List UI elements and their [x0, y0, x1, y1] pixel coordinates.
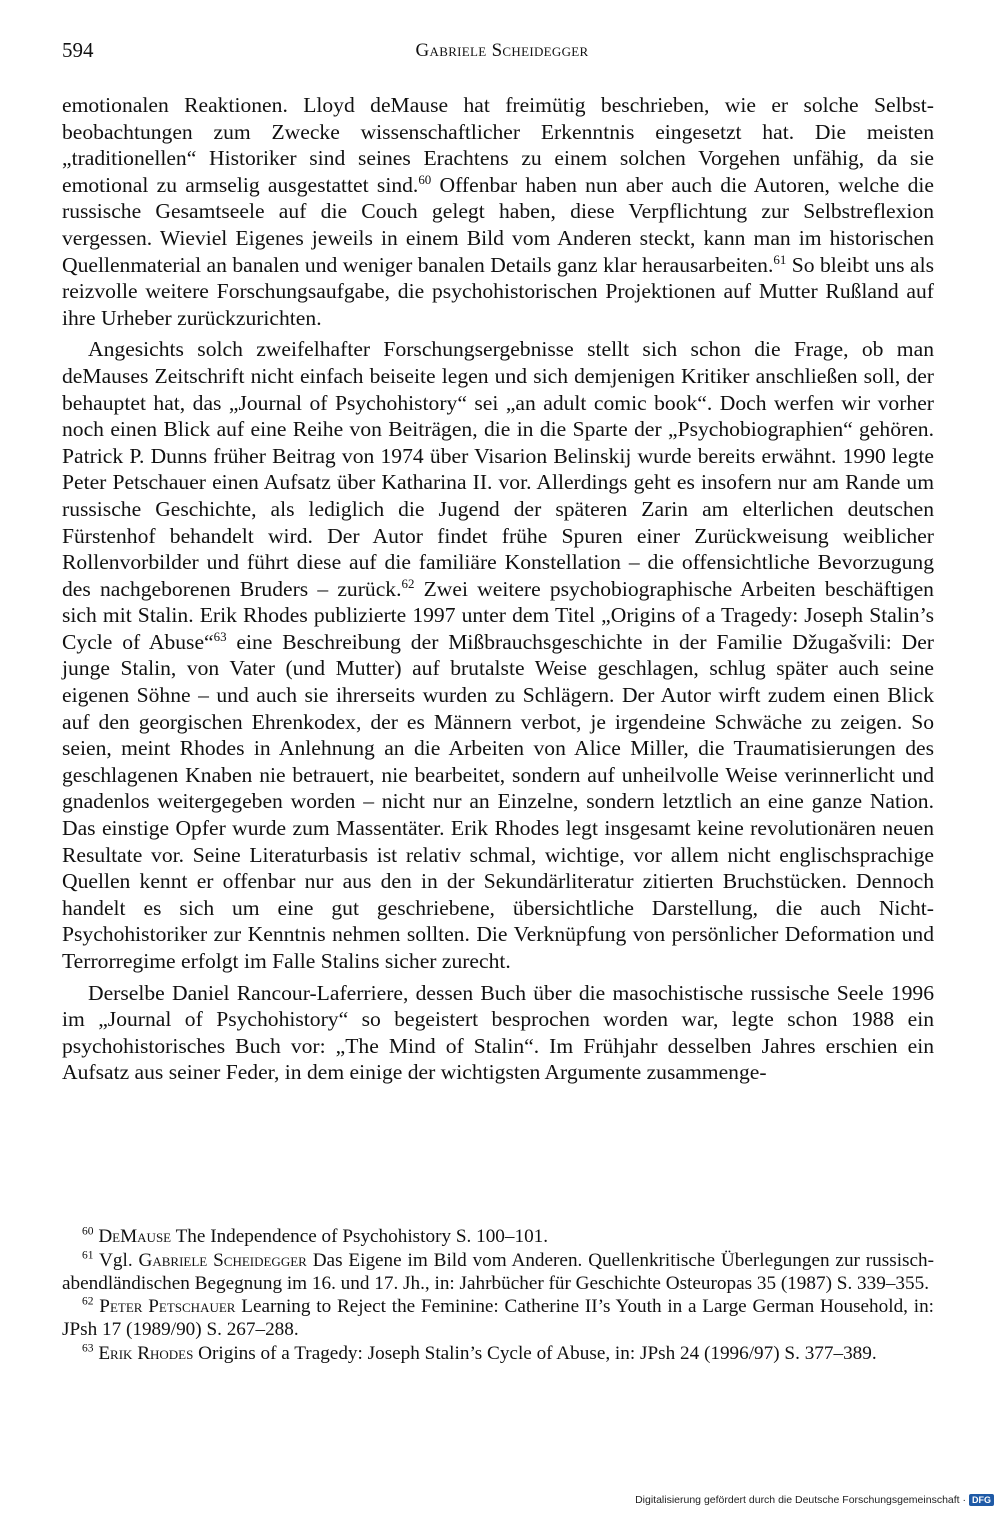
footnote-ref-62[interactable]: 62: [401, 575, 415, 591]
footnote-text: Origins of a Tragedy: Joseph Stalin’s Cycle of Abuse, in: JPsh 24 (1996/97) S. 377–389.: [193, 1342, 877, 1364]
digitization-text: Digitalisierung gefördert durch die Deutsche Forschungsgemeinschaft ·: [635, 1494, 966, 1506]
footnote-author: Erik Rhodes: [98, 1342, 194, 1364]
footnote-prefix: Vgl.: [99, 1249, 139, 1271]
footnote-number: 62: [82, 1296, 94, 1308]
dfg-logo-icon: DFG: [969, 1494, 994, 1506]
paragraph-2-text-c: eine Beschreibung der Mißbrauchsgeschichte in der Familie Džugašvili: Der junge Stalin, von Vater (und Mutter) auf brutalste Weise geschlagen, schlug später auch seine eigenen Söhne – und auch sie ihrerseits wurden zu Schlägern. Der Autor wirft zudem einen Blick auf den georgischen Ehrenkodex, der es Männern verbot, je irgendeine Schwäche zu zeigen. So seien, meint Rhodes in Anlehnung an die Arbeiten von Alice Miller, die Traumatisierungen des geschlagenen Knaben nie betrauert, nie bearbeitet, sondern auf unheilvolle Weise verinnerlicht und gnadenlos weitergegeben worden – nicht nur an Einzelne, sondern letztlich an eine ganze Nation. Das einstige Opfer wurde zum Massentäter. Erik Rhodes legt insgesamt keine revolutionären neuen Resultate vor. Seine Literaturbasis ist relativ schmal, wichtige, vor allem nicht englischsprachige Quellen kennt er offenbar nur aus den in der Sekundärliteratur zitierten Bruchstücken. Dennoch handelt es sich um eine gut geschriebene, übersichtliche Darstellung, die auch Nicht-Psychohistoriker zur Kenntnis nehmen sollten. Die Verknüpfung von persönlicher Deformation und Terrorregime erfolgt im Falle Stalins sicher zurecht.: [62, 629, 934, 973]
footnote-ref-61[interactable]: 61: [773, 251, 787, 267]
footnote-text: Das Eigene im Bild vom Anderen. Quellenkritische Überlegungen zur russisch-abendländischen Begegnung im 16. und 17. Jh., in: Jahrbücher für Geschichte Osteuropas 35 (1987) S. 339–355.: [62, 1249, 935, 1294]
footnote-61: [62, 1250, 934, 1296]
paragraph-3: [62, 980, 934, 1086]
paragraph-1-text-b: Offenbar haben nun aber auch die Autoren, welche die russische Gesamtseele auf die Couch gelegt haben, diese Verpflichtung zur Selbstreflexion vergessen. Wieviel Eigenes jeweils in einem Bild vom Anderen steckt, kann man im historischen Quellenmaterial an banalen und weniger banalen Details ganz klar herausarbeiten.: [62, 172, 934, 277]
page-number: 594: [62, 38, 94, 62]
paragraph-1: [62, 92, 934, 331]
footnote-author: DeMause: [98, 1226, 172, 1247]
paragraph-2: [62, 336, 934, 974]
footnote-62: [62, 1296, 934, 1342]
footnote-number: 63: [82, 1342, 94, 1355]
footnote-60: [62, 1226, 934, 1249]
paragraph-2-text-a: Angesichts solch zweifelhafter Forschungsergebnisse stellt sich schon die Frage, ob man deMauses Zeitschrift nicht einfach beiseite legen und sich demjenigen Kritiker anschließen soll, der behauptet hat, das „Journal of Psychohistory“ sei „an adult comic book“. Doch werfen wir vorher noch einen Blick auf eine Reihe von Beiträgen, die in die Sparte der „Psychobiographien“ gehören. Patrick P. Dunns früher Beitrag von 1974 über Visarion Belinskij wurde bereits erwähnt. 1990 legte Peter Petschauer einen Aufsatz über Katharina II. vor. Allerdings geht es insofern nur am Rande um russische Geschichte, als lediglich die Jugend der späteren Zarin am elterlichen deutschen Fürstenhof behandelt wird. Der Autor findet frühe Spuren einer Zurückweisung weiblicher Rollenvorbilder und führt diese auf die familiäre Konstellation – die offensichtliche Bevorzugung des nachgeborenen Bruders – zurück.: [62, 337, 934, 601]
footnote-number: 60: [82, 1225, 94, 1238]
paragraph-1-text-c: So bleibt uns als reizvolle weitere Forschungsaufgabe, die psychohistorischen Projektionen auf Mutter Rußland auf ihre Urheber zurückzurichten.: [62, 252, 934, 330]
footnote-author: Peter Petschauer: [99, 1296, 236, 1318]
body-text: [62, 92, 934, 1086]
footnotes: [62, 1226, 934, 1367]
footnote-text: Learning to Reject the Feminine: Catherine II’s Youth in a Large German Household, in: JPsh 17 (1989/90) S. 267–288.: [62, 1296, 934, 1341]
paragraph-3-text: Derselbe Daniel Rancour-Laferriere, dessen Buch über die masochistische russische Seele 1996 im „Journal of Psychohistory“ so begeistert besprochen worden war, legte schon 1988 ein psychohistorisches Buch vor: „The Mind of Stalin“. Im Frühjahr desselben Jahres erschien ein Aufsatz aus seiner Feder, in dem einige der wichtigsten Argumente zusammenge-: [62, 980, 934, 1085]
footnote-author: Gabriele Scheidegger: [138, 1249, 307, 1271]
running-head: Gabriele Scheidegger: [415, 40, 589, 61]
footnote-number: 61: [82, 1249, 94, 1262]
footnote-ref-63[interactable]: 63: [213, 628, 227, 644]
footnote-text: The Independence of Psychohistory S. 100–101.: [171, 1226, 549, 1247]
page-header: [62, 38, 942, 68]
footnote-63: [62, 1343, 934, 1366]
paragraph-2-text-b: Zwei weitere psychobiographische Arbeiten beschäftigen sich mit Stalin. Erik Rhodes publizierte 1997 unter dem Titel „Origins of a Tragedy: Joseph Stalin’s Cycle of Abuse“: [62, 576, 934, 654]
digitization-note: [635, 1494, 994, 1506]
paragraph-1-text-a: emotionalen Reaktionen. Lloyd deMause hat freimütig beschrieben, wie er solche Selbstbeobachtungen zum Zwecke wissenschaftlicher Erkenntnis eingesetzt hat. Die meisten „traditionellen“ Historiker sind seines Erachtens zu einem solchen Vorgehen unfähig, da sie emotional zu armselig ausgestattet sind.: [62, 93, 934, 197]
footnote-ref-60[interactable]: 60: [418, 171, 432, 187]
